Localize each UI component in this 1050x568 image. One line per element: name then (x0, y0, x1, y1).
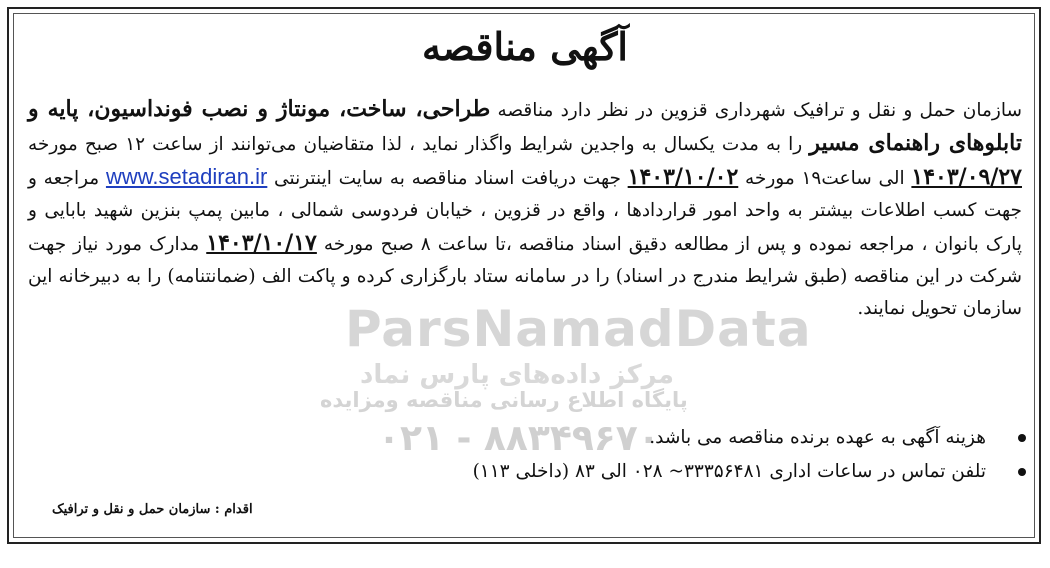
date-submit: ۱۴۰۳/۱۰/۱۷ (206, 230, 317, 256)
bullet-text-fee: هزینه آگهی به عهده برنده مناقصه می باشد. (649, 427, 986, 448)
body-text-2: را به مدت یکسال به واجدین شرایط واگذار نماید ، لذا متقاضیان می‌توانند از ساعت ۱۲ صبح مورخه (28, 134, 810, 155)
watermark-brand: ParsNamadData (345, 300, 812, 358)
notice-title: آگهی مناقصه (422, 24, 628, 69)
signature: اقدام : سازمان حمل و نقل و ترافیک (52, 502, 253, 517)
date-start: ۱۴۰۳/۰۹/۲۷ (911, 164, 1022, 190)
notice-body (28, 93, 1022, 325)
body-text-4: جهت دریافت اسناد مناقصه به سایت اینترنتی (267, 168, 628, 189)
list-item (50, 455, 1030, 489)
bullet-icon (1018, 434, 1026, 442)
watermark-phone: ۰۲۱ - ۸۸۳۴۹۶۷۰ (378, 418, 660, 459)
website-link[interactable]: www.setadiran.ir (105, 164, 268, 189)
date-end: ۱۴۰۳/۱۰/۰۲ (627, 164, 739, 190)
watermark-line2: پایگاه اطلاع رسانی مناقصه ومزایده (320, 388, 688, 412)
bullet-text-phone: تلفن تماس در ساعات اداری ۳۳۳۵۶۴۸۱~ ۰۲۸ الی ۸۳ (داخلی ۱۱۳) (472, 461, 986, 482)
body-text-1: سازمان حمل و نقل و ترافیک شهرداری قزوین در نظر دارد مناقصه (490, 100, 1023, 121)
body-text-5: مراجعه و جهت کسب اطلاعات بیشتر به واحد امور قراردادها ، واقع در قزوین ، خیابان فردوسی شمالی ، مابین پمپ بنزین شهید بابایی و پارک بانوان ، مراجعه نموده و پس از مطالعه دقیق اسناد مناقصه ،تا ساعت ۸ صبح مورخه (28, 168, 1022, 255)
body-text-3: الی ساعت۱۹ مورخه (738, 168, 912, 189)
project-name: طراحی، ساخت، مونتاژ و نصب فونداسیون، پایه و تابلوهای راهنمای مسیر (28, 96, 1023, 156)
list-item (50, 421, 1030, 455)
watermark-line1: مرکز داده‌های پارس نماد (360, 360, 674, 390)
bullet-icon (1018, 468, 1026, 476)
body-text-6: مدارک مورد نیاز جهت شرکت در این مناقصه (طبق شرایط مندرج در اسناد) را در سامانه ستاد بارگزاری کرده و پاکت الف (ضمانتنامه) را به دبیرخانه این سازمان تحویل نمایند. (28, 234, 1022, 319)
bullet-list (50, 421, 1030, 489)
